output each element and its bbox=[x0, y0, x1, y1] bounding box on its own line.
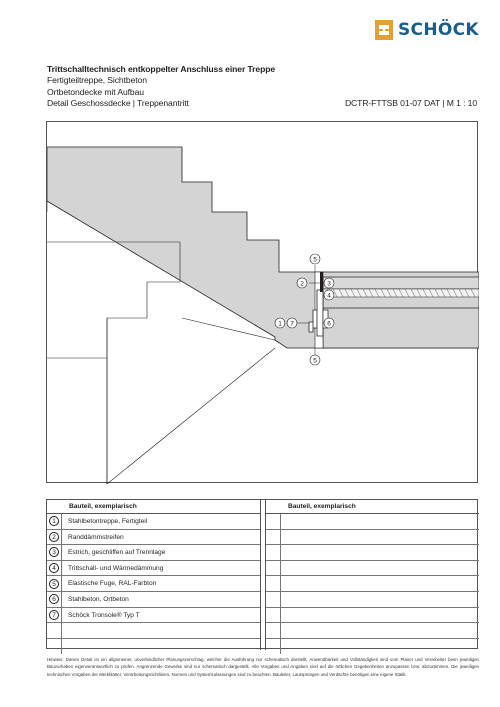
row-number-cell bbox=[266, 561, 281, 576]
callout-1 bbox=[275, 318, 285, 328]
subtitle-row bbox=[47, 98, 477, 110]
table-row bbox=[47, 530, 260, 546]
row-number-cell bbox=[47, 545, 62, 560]
row-number-cell bbox=[47, 514, 62, 529]
table-row bbox=[47, 592, 260, 608]
row-number-cell bbox=[266, 514, 281, 529]
row-number-cell bbox=[47, 530, 62, 545]
svg-text:1: 1 bbox=[278, 320, 282, 328]
row-number-badge: 3 bbox=[49, 547, 59, 557]
row-text bbox=[62, 623, 68, 638]
row-text bbox=[281, 623, 287, 638]
row-number-cell bbox=[266, 545, 281, 560]
subtitle-2: Ortbetondecke mit Aufbau bbox=[47, 86, 144, 97]
row-number-cell bbox=[266, 592, 281, 607]
table-row bbox=[47, 576, 260, 592]
table-row bbox=[266, 530, 479, 546]
svg-text:2: 2 bbox=[300, 280, 304, 288]
table-row bbox=[266, 608, 479, 624]
callout-2 bbox=[297, 278, 307, 288]
row-text bbox=[281, 592, 287, 607]
table-row bbox=[47, 639, 260, 655]
screed-layer bbox=[323, 277, 479, 289]
callout-3 bbox=[324, 278, 334, 288]
svg-text:5: 5 bbox=[313, 357, 317, 365]
table-row bbox=[47, 623, 260, 639]
row-text: Estrich, geschliffen auf Trennlage bbox=[68, 549, 166, 557]
row-number-badge: 1 bbox=[49, 516, 59, 526]
row-number-cell bbox=[266, 530, 281, 545]
row-number-badge: 4 bbox=[49, 563, 59, 573]
table-row bbox=[47, 514, 260, 530]
row-number-cell bbox=[47, 561, 62, 576]
svg-text:7: 7 bbox=[290, 320, 294, 328]
callout-4 bbox=[324, 290, 334, 300]
title-block bbox=[47, 63, 477, 110]
row-number-badge: 7 bbox=[49, 610, 59, 620]
lower-stair-line bbox=[107, 318, 275, 484]
row-text: Schöck Tronsole® Typ T bbox=[68, 611, 140, 619]
row-text bbox=[62, 639, 68, 655]
callout-5-bottom bbox=[310, 355, 320, 365]
table-header-left: Bauteil, exemplarisch bbox=[47, 500, 260, 514]
row-text bbox=[281, 576, 287, 591]
table-header-right: Bauteil, exemplarisch bbox=[266, 500, 479, 514]
table-row bbox=[266, 639, 479, 655]
row-text bbox=[281, 514, 287, 529]
schoeck-logo bbox=[375, 17, 480, 43]
logo-mark-icon bbox=[375, 20, 393, 40]
row-number-cell bbox=[266, 576, 281, 591]
parts-table-left bbox=[47, 500, 260, 654]
row-number-cell bbox=[266, 639, 281, 655]
parts-table bbox=[46, 499, 478, 649]
row-text: Trittschall- und Wärmedämmung bbox=[68, 564, 164, 572]
row-text: Stahlbetontreppe, Fertigteil bbox=[68, 518, 148, 525]
table-row bbox=[266, 592, 479, 608]
table-row bbox=[47, 545, 260, 561]
row-number-badge: 6 bbox=[49, 594, 59, 604]
row-number-cell bbox=[266, 608, 281, 623]
row-number-badge: 5 bbox=[49, 579, 59, 589]
row-number-badge: 2 bbox=[49, 532, 59, 542]
row-number-cell bbox=[47, 592, 62, 607]
detail-drawing bbox=[47, 122, 479, 484]
table-row bbox=[47, 608, 260, 624]
table-row bbox=[266, 623, 479, 639]
row-number-cell bbox=[47, 639, 62, 655]
callout-5-top bbox=[310, 254, 320, 264]
subtitle-3: Detail Geschossdecke | Treppenantritt bbox=[47, 98, 189, 109]
row-text bbox=[281, 561, 287, 576]
parts-table-right bbox=[266, 500, 479, 654]
footnote: Hinweis: Dieses Detail ist ein allgemeiner, unverbindlicher Planungsvorschlag, welcher die Ausführung nur schematisch darstellt. Anwendbarkeit und Vollständigkeit sind vom Planer und Verarbeiter beim jeweiligen Bauvorhaben eigenverantwortlich zu prüfen. Angrenzende Gewerke sind nur schematisch dargestellt. Alle Vorgaben und Angaben sind auf die örtlichen Gegebenheiten anzupassen bzw. abzustimmen. Die jeweiligen technischen Vorgaben der Merkblätter, Verarbeitungsrichtlinien, Normen und Systemzulassungen sind zu beachten. Bauleiter, Lautsprüngen und Verdächte benötigen eine eigene Statik. bbox=[47, 657, 479, 677]
drawing-frame bbox=[46, 121, 478, 483]
row-text bbox=[281, 530, 287, 545]
page-title: Trittschalltechnisch entkoppelter Anschluss einer Treppe bbox=[47, 64, 276, 74]
table-row bbox=[266, 545, 479, 561]
svg-text:5: 5 bbox=[313, 256, 317, 264]
row-text: Randdämmstreifen bbox=[68, 533, 124, 541]
row-text: Elastische Fuge, RAL-Farbton bbox=[68, 580, 157, 588]
row-number-cell bbox=[47, 623, 62, 638]
svg-text:6: 6 bbox=[327, 320, 331, 328]
drawing-code: DCTR-FTTSB 01-07 DAT | M 1 : 10 bbox=[344, 98, 477, 109]
table-row bbox=[266, 561, 479, 577]
row-number-cell bbox=[47, 608, 62, 623]
callout-7 bbox=[287, 318, 297, 328]
row-number-cell bbox=[266, 623, 281, 638]
subtitle-1: Fertigteiltreppe, Sichtbeton bbox=[47, 75, 147, 85]
row-text: Stahlbeton, Ortbeton bbox=[68, 595, 129, 603]
table-row bbox=[266, 514, 479, 530]
edge-strip bbox=[320, 272, 323, 292]
table-row bbox=[266, 576, 479, 592]
callout-6 bbox=[324, 318, 334, 328]
table-rows-left bbox=[47, 514, 260, 654]
row-number-cell bbox=[47, 576, 62, 591]
table-row bbox=[47, 561, 260, 577]
brand-name: SCHÖCK bbox=[398, 20, 479, 40]
svg-text:3: 3 bbox=[327, 280, 331, 288]
row-text bbox=[281, 545, 287, 560]
row-text bbox=[281, 639, 287, 655]
insitu-slab bbox=[323, 308, 479, 348]
svg-text:4: 4 bbox=[327, 292, 331, 300]
table-rows-right bbox=[266, 514, 479, 654]
row-text bbox=[281, 608, 287, 623]
